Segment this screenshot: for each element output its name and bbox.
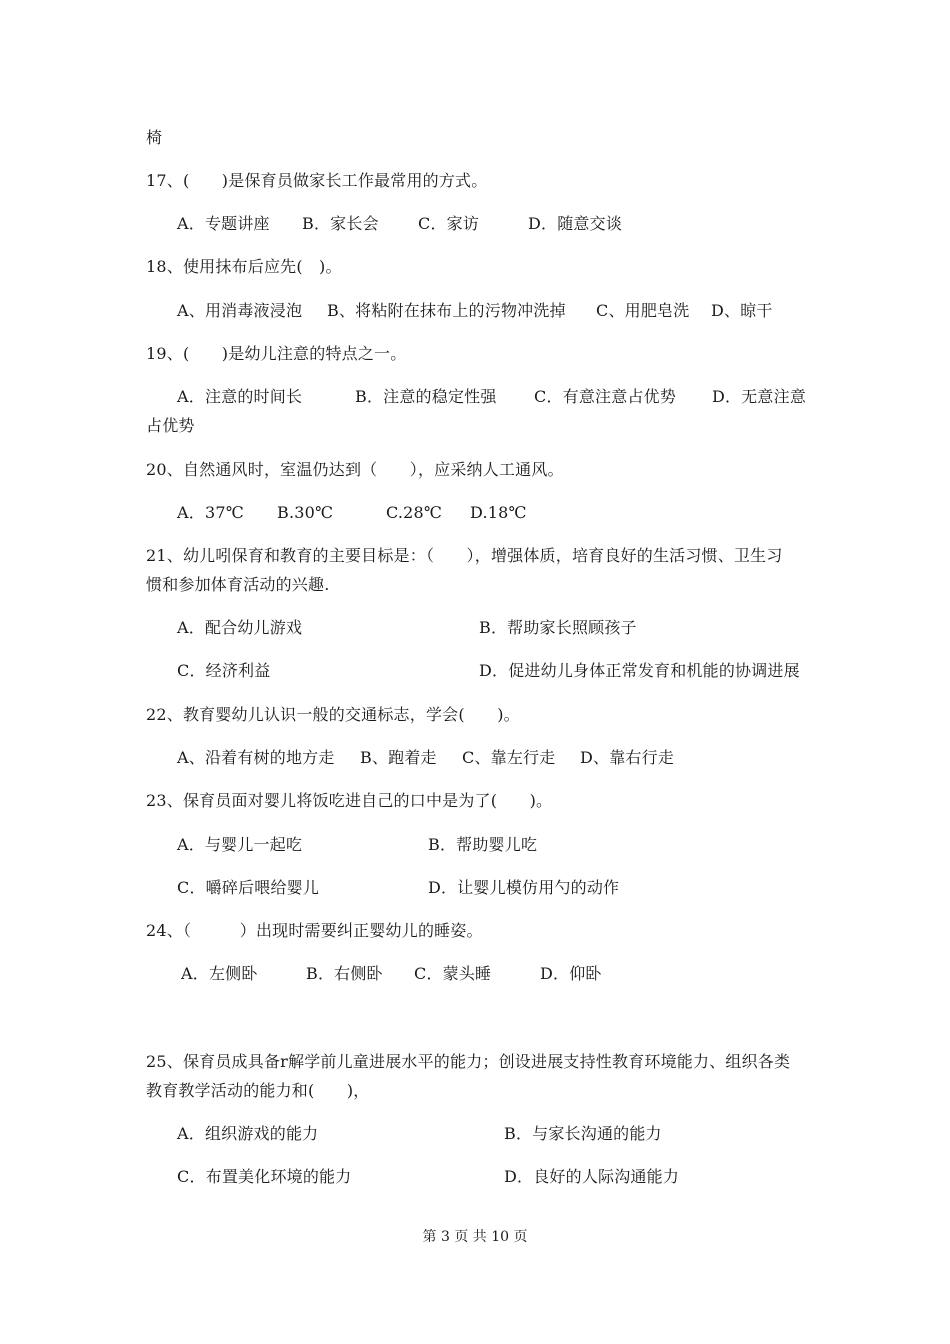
- footer-suffix: 页: [513, 1229, 528, 1245]
- q20-option-d: D.18℃: [470, 503, 527, 522]
- question-24-stem: 24、（ ）出现时需要纠正婴幼儿的睡姿。: [146, 921, 483, 940]
- q25-option-c: C．布置美化环境的能力: [177, 1167, 352, 1186]
- q25-option-d: D．良好的人际沟通能力: [504, 1167, 680, 1186]
- q18-option-a: A、用消毒液浸泡: [177, 301, 303, 320]
- q17-option-c: C．家访: [418, 214, 480, 233]
- page-footer: [0, 1228, 950, 1246]
- q21-option-d: D．促进幼儿身体正常发育和机能的协调进展: [479, 661, 800, 680]
- q25-option-b: B．与家长沟通的能力: [504, 1124, 662, 1143]
- q24-option-b: B．右侧卧: [306, 964, 383, 983]
- footer-mid: 页 共: [454, 1229, 487, 1245]
- question-21-stem-continuation: 惯和参加体育活动的兴趣.: [146, 575, 330, 594]
- q20-option-c: C.28℃: [386, 503, 443, 522]
- q19-option-a: A．注意的时间长: [177, 387, 303, 406]
- question-19-stem: 19、( )是幼儿注意的特点之一。: [146, 344, 407, 363]
- question-22-stem: 22、教育婴幼儿认识一般的交通标志，学会( )。: [146, 705, 520, 724]
- q19-option-c: C．有意注意占优势: [534, 387, 677, 406]
- q20-option-a: A．37℃: [177, 503, 244, 522]
- q24-option-c: C．蒙头睡: [414, 964, 492, 983]
- question-25-stem-continuation: 教育教学活动的能力和( )，: [146, 1081, 370, 1100]
- q17-option-d: D．随意交谈: [528, 214, 623, 233]
- q19-option-d: D．无意注意: [712, 387, 807, 406]
- q20-option-b: B.30℃: [277, 503, 334, 522]
- q18-option-b: B、将粘附在抹布上的污物冲洗掉: [327, 301, 566, 320]
- q23-option-d: D．让婴儿模仿用勺的动作: [428, 878, 620, 897]
- q18-option-d: D、晾干: [711, 301, 773, 320]
- q21-option-b: B．帮助家长照顾孩子: [479, 618, 637, 637]
- q23-option-c: C．嚼碎后喂给婴儿: [177, 878, 320, 897]
- q21-option-a: A．配合幼儿游戏: [177, 618, 303, 637]
- q25-option-a: A．组织游戏的能力: [177, 1124, 319, 1143]
- footer-total-pages: 10: [491, 1229, 510, 1245]
- question-25-stem: 25、保育员成具备r解学前儿童进展水平的能力；创设进展支持性教育环境能力、组织各类: [146, 1052, 791, 1071]
- question-20-stem: 20、自然通风时，室温仍达到（ ），应采纳人工通风。: [146, 460, 564, 479]
- footer-prefix: 第: [422, 1229, 437, 1245]
- q22-option-d: D、靠右行走: [580, 748, 675, 767]
- question-21-stem: 21、幼儿吲保育和教育的主要目标是：（ ），增强体质，培育良好的生活习惯、卫生习: [146, 546, 783, 565]
- q19-option-b: B．注意的稳定性强: [355, 387, 497, 406]
- q17-option-a: A．专题讲座: [177, 214, 270, 233]
- q22-option-b: B、跑着走: [360, 748, 437, 767]
- q21-option-c: C．经济利益: [177, 661, 271, 680]
- q22-option-c: C、靠左行走: [462, 748, 556, 767]
- question-17-stem: 17、( )是保育员做家长工作最常用的方式。: [146, 171, 488, 190]
- q19-option-d-continuation: 占优势: [146, 416, 195, 435]
- question-23-stem: 23、保育员面对婴儿将饭吃进自己的口中是为了( )。: [146, 791, 553, 810]
- q18-option-c: C、用肥皂洗: [596, 301, 690, 320]
- carry-over-text: 椅: [146, 128, 163, 147]
- q17-option-b: B．家长会: [302, 214, 379, 233]
- q24-option-d: D．仰卧: [540, 964, 602, 983]
- question-18-stem: 18、使用抹布后应先( )。: [146, 257, 342, 276]
- q24-option-a: A．左侧卧: [181, 964, 258, 983]
- q23-option-a: A．与婴儿一起吃: [177, 835, 303, 854]
- q22-option-a: A、沿着有树的地方走: [177, 748, 335, 767]
- q23-option-b: B．帮助婴儿吃: [428, 835, 538, 854]
- footer-page-number: 3: [440, 1229, 450, 1245]
